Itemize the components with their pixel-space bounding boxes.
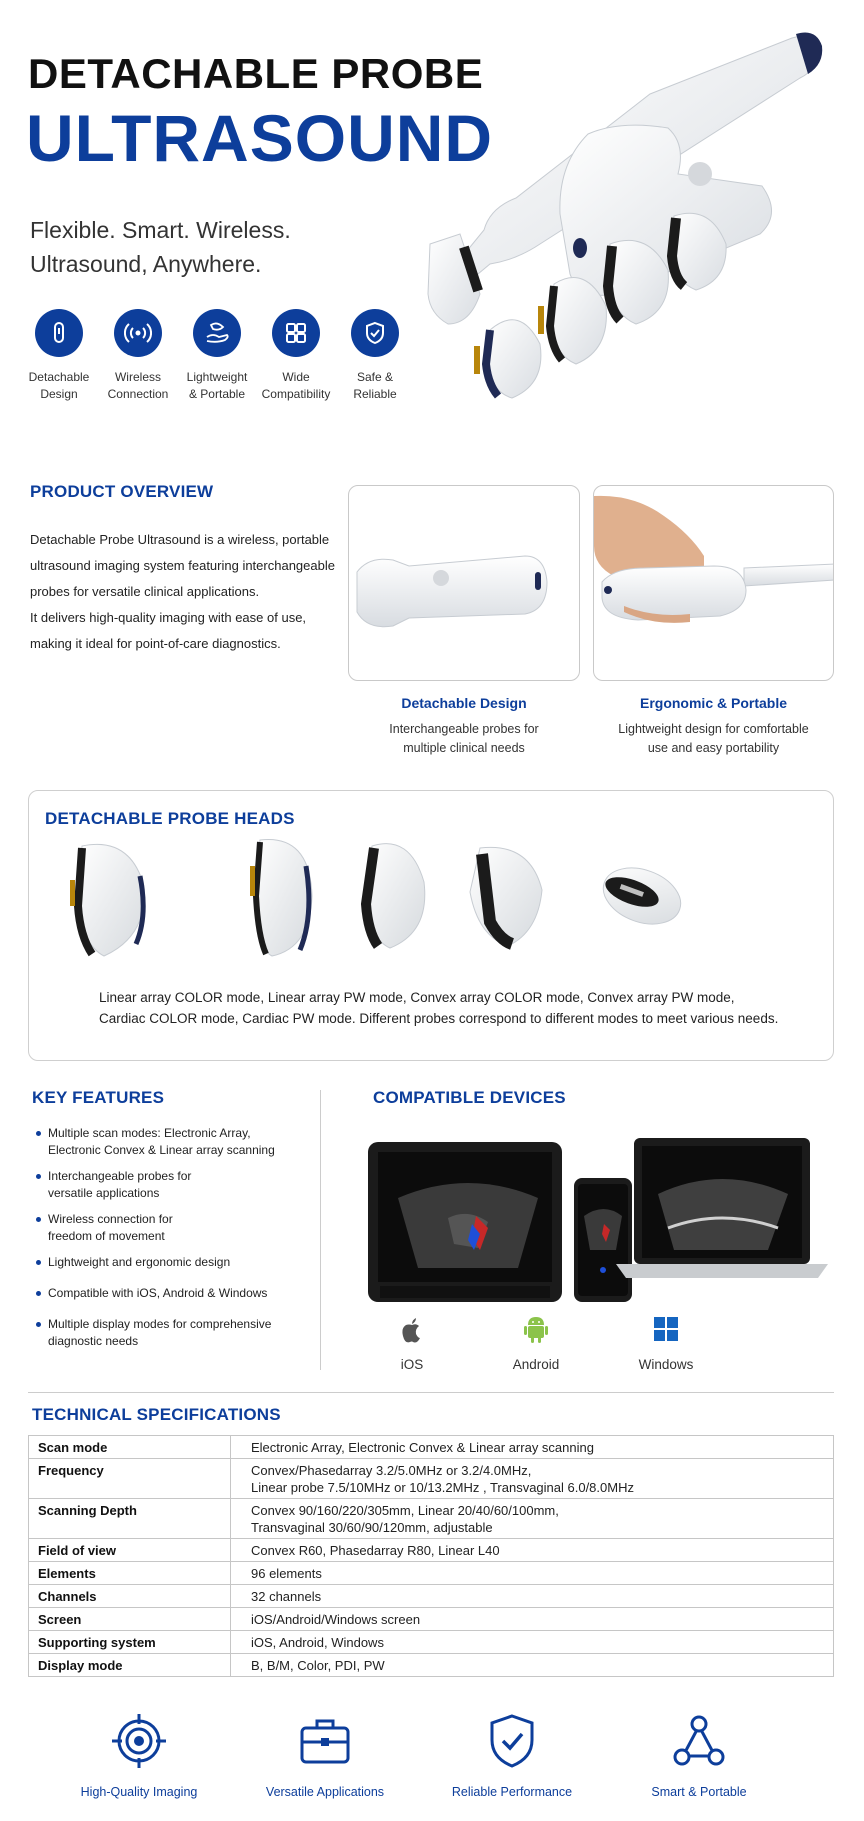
os-label-ios: iOS [400,1357,424,1372]
spec-row [29,1654,834,1677]
probe-icon [35,309,83,357]
laptop-device [616,1138,828,1278]
overview-line: ultrasound imaging system featuring interchangeable [30,558,335,573]
spec-value-line1: Electronic Array, Electronic Convex & Linear array scanning [251,1440,594,1455]
overview-line: making it ideal for point-of-care diagnostics. [30,636,281,651]
grid-icon [272,309,320,357]
feature-label-line2: Compatibility [261,387,331,401]
key-feature-item [36,1316,271,1350]
specs-title: TECHNICAL SPECIFICATIONS [32,1405,281,1424]
spec-value-line1: iOS, Android, Windows [251,1635,384,1650]
spec-key: Channels [29,1585,231,1608]
hero-title-line2: ULTRASOUND [26,101,494,175]
feature-label-line1: Lightweight [186,370,248,384]
hero-tagline [30,213,291,281]
key-feature-line1: Wireless connection for [48,1212,173,1226]
feature-compatibility [256,309,336,403]
spec-value-line1: 32 channels [251,1589,322,1604]
spec-value [231,1459,834,1499]
key-feature-line1: Interchangeable probes for [48,1169,192,1183]
card-desc-line1: Lightweight design for comfortable [618,722,809,736]
target-icon [110,1712,168,1770]
spec-row [29,1608,834,1631]
hand-feather-icon [193,309,241,357]
key-feature-line1: Multiple display modes for comprehensive [48,1317,272,1331]
feature-label-line1: Wireless [114,370,161,384]
card-desc-line1: Interchangeable probes for [389,722,539,736]
feature-wireless [98,309,178,403]
wireless-icon [114,309,162,357]
spec-value-line2: Linear probe 7.5/10MHz or 10/13.2MHz , Transvaginal 6.0/8.0MHz [251,1480,634,1495]
spec-row [29,1631,834,1654]
network-icon [670,1712,728,1770]
os-label-android: Android [512,1357,560,1372]
spec-row [29,1562,834,1585]
probe-head-5 [596,858,689,934]
feature-lightweight [177,309,257,403]
spec-row [29,1459,834,1499]
ergonomic-photo [593,485,834,681]
probe-head-1 [70,844,144,956]
probe-heads-images [60,836,820,971]
spec-key: Frequency [29,1459,231,1499]
spec-key: Scanning Depth [29,1499,231,1539]
spec-key: Field of view [29,1539,231,1562]
probe-head-3 [364,844,425,948]
bottom-smart-portable [614,1712,784,1799]
bottom-label: Smart & Portable [651,1785,747,1799]
key-feature-item [36,1254,230,1271]
feature-label-line2: Connection [107,387,169,401]
spec-value [231,1499,834,1539]
apple-icon [372,1316,452,1349]
devices-image [368,1138,828,1304]
spec-value [231,1436,834,1459]
windows-icon [626,1316,706,1347]
bottom-label: Reliable Performance [451,1785,573,1799]
spec-value [231,1562,834,1585]
spec-value-line1: Convex R60, Phasedarray R80, Linear L40 [251,1543,500,1558]
hero-product-image [420,24,840,470]
spec-row [29,1436,834,1459]
spec-value [231,1631,834,1654]
card-detachable-design [348,695,580,758]
spec-divider [28,1392,834,1393]
card-title: Detachable Design [401,695,527,711]
shield-check-icon [483,1712,541,1770]
key-feature-item [36,1168,191,1202]
key-feature-line2: Electronic Convex & Linear array scanning [48,1143,275,1157]
card-desc-line2: multiple clinical needs [403,741,525,755]
feature-label-line1: Safe & [356,370,394,384]
detachable-design-photo [348,485,580,681]
key-feature-line2: versatile applications [48,1186,160,1200]
overview-line: probes for versatile clinical applications. [30,584,260,599]
key-feature-line2: diagnostic needs [48,1334,139,1348]
spec-value [231,1539,834,1562]
probe-heads-line2: Cardiac COLOR mode, Cardiac PW mode. Different probes correspond to different modes to meet various needs. [99,1011,779,1026]
key-feature-line2: freedom of movement [48,1229,165,1243]
hero-title-line1: DETACHABLE PROBE [28,50,484,97]
spec-key: Screen [29,1608,231,1631]
shield-check-icon [351,309,399,357]
probe-head-2 [250,839,312,956]
bottom-versatile-applications [240,1712,410,1799]
overview-title: PRODUCT OVERVIEW [30,482,214,501]
spec-value [231,1608,834,1631]
probe-heads-description [99,987,799,1029]
spec-value [231,1585,834,1608]
spec-value-line1: Convex/Phasedarray 3.2/5.0MHz or 3.2/4.0MHz, [251,1463,532,1478]
spec-row [29,1585,834,1608]
specs-table [28,1435,834,1677]
spec-value-line1: Convex 90/160/220/305mm, Linear 20/40/60/100mm, [251,1503,559,1518]
card-title: Ergonomic & Portable [639,695,788,711]
feature-label-line2: Design [40,387,78,401]
spec-value-line1: iOS/Android/Windows screen [251,1612,421,1627]
spec-key: Display mode [29,1654,231,1677]
tablet-device [368,1142,562,1302]
overview-line: Detachable Probe Ultrasound is a wireless, portable [30,532,330,547]
tagline-line1: Flexible. Smart. Wireless. [30,217,291,243]
probe-heads-line1: Linear array COLOR mode, Linear array PW mode, Convex array COLOR mode, Convex array PW mode, [99,990,735,1005]
feature-label-line1: Detachable [28,370,90,384]
feature-label-line2: Reliable [353,387,397,401]
feature-label-line1: Wide [282,370,310,384]
spec-key: Supporting system [29,1631,231,1654]
key-feature-line1: Lightweight and ergonomic design [48,1255,231,1269]
key-feature-line1: Compatible with iOS, Android & Windows [48,1286,268,1300]
feature-safe [335,309,415,403]
phone-device [574,1178,632,1302]
feature-detachable [19,309,99,403]
spec-value-line2: Transvaginal 30/60/90/120mm, adjustable [251,1520,493,1535]
spec-value [231,1654,834,1677]
bottom-reliable-performance [427,1712,597,1799]
probe-heads-title: DETACHABLE PROBE HEADS [45,809,295,828]
feature-label-line2: & Portable [188,387,246,401]
bottom-label: Versatile Applications [265,1785,385,1799]
key-features-title: KEY FEATURES [32,1088,165,1107]
android-icon [496,1314,576,1349]
spec-value-line1: 96 elements [251,1566,322,1581]
os-label-windows: Windows [638,1357,694,1372]
card-ergonomic-portable [593,695,834,758]
hero-probe-head-2 [538,278,606,364]
bottom-label: High-Quality Imaging [80,1785,198,1799]
key-feature-item [36,1211,173,1245]
spec-key: Scan mode [29,1436,231,1459]
spec-key: Elements [29,1562,231,1585]
section-divider [320,1090,321,1370]
spec-row [29,1499,834,1539]
key-feature-item [36,1285,267,1302]
hero-probe-head-1 [474,320,541,398]
overview-text [30,527,340,657]
key-feature-line1: Multiple scan modes: Electronic Array, [48,1126,251,1140]
overview-line: It delivers high-quality imaging with ease of use, [30,610,307,625]
card-desc-line2: use and easy portability [647,741,780,755]
key-feature-item [36,1125,275,1159]
tagline-line2: Ultrasound, Anywhere. [30,251,262,277]
bottom-high-quality-imaging [54,1712,224,1799]
spec-row [29,1539,834,1562]
compatible-devices-title: COMPATIBLE DEVICES [373,1088,566,1107]
briefcase-icon [296,1712,354,1770]
probe-head-4 [470,847,542,946]
spec-value-line1: B, B/M, Color, PDI, PW [251,1658,385,1673]
